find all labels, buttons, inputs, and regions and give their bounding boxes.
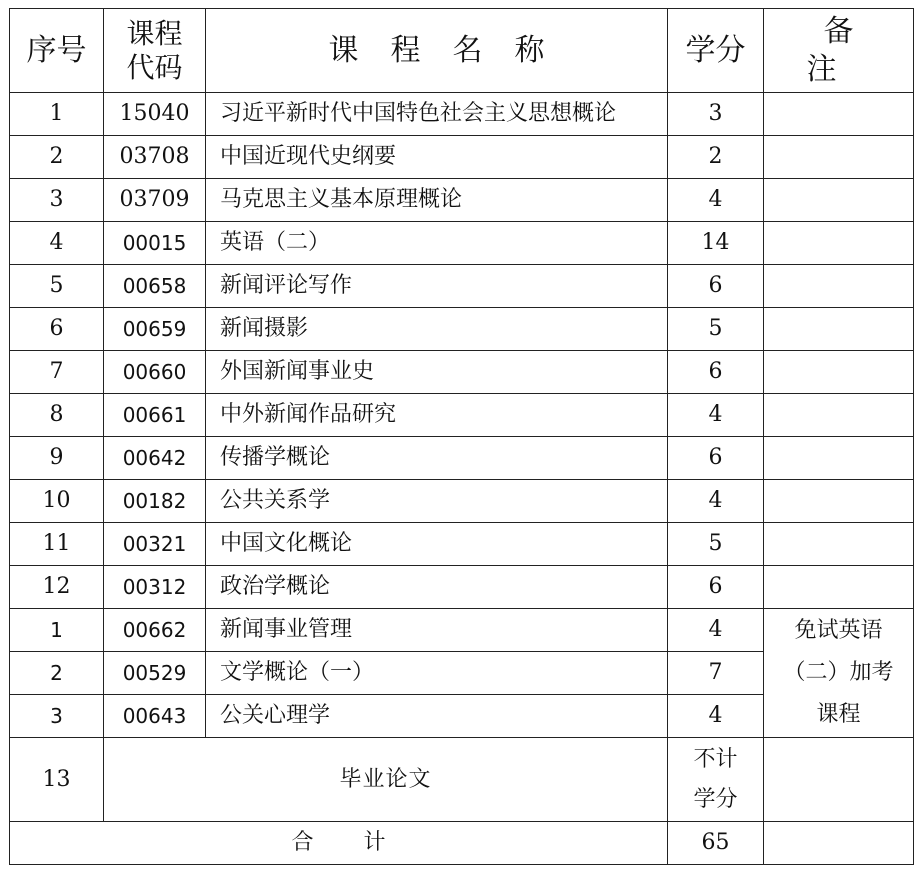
row-course-name: 公共关系学 [206,480,668,523]
row-course-name: 马克思主义基本原理概论 [206,179,668,222]
row-course-code: 00658 [104,265,206,308]
row-note [764,566,914,609]
row-course-code: 03708 [104,136,206,179]
row-index: 1 [10,93,104,136]
thesis-name: 毕业论文 [104,738,668,822]
thesis-credit [668,738,764,822]
row-credit: 6 [668,265,764,308]
total-note [764,822,914,865]
row-course-name: 中外新闻作品研究 [206,394,668,437]
table-row [10,222,914,265]
row-credit: 6 [668,437,764,480]
row-note [764,480,914,523]
row-credit: 3 [668,93,764,136]
row-note [764,179,914,222]
extra-row-course-code: 00529 [104,652,206,695]
header-note: 备注 [764,9,914,93]
table-row [10,523,914,566]
extra-row-credit: 7 [668,652,764,695]
row-index: 6 [10,308,104,351]
thesis-credit-line: 不计 [693,746,738,772]
extra-row-course-name: 文学概论（一） [206,652,668,695]
extra-course-note-line: 课程 [816,702,861,727]
row-index: 7 [10,351,104,394]
thesis-index: 13 [10,738,104,822]
row-course-name: 外国新闻事业史 [206,351,668,394]
thesis-row [10,738,914,822]
row-note [764,93,914,136]
row-index: 3 [10,179,104,222]
row-note [764,222,914,265]
extra-row-course-code: 00662 [104,609,206,652]
extra-row-index: 3 [10,695,104,738]
row-index: 10 [10,480,104,523]
row-credit: 4 [668,394,764,437]
row-course-code: 00182 [104,480,206,523]
table-row [10,566,914,609]
table-row [10,93,914,136]
table-row [10,308,914,351]
row-credit: 2 [668,136,764,179]
extra-row-course-name: 公关心理学 [206,695,668,738]
row-course-code: 00660 [104,351,206,394]
row-index: 4 [10,222,104,265]
row-note [764,437,914,480]
row-note [764,136,914,179]
header-credit: 学分 [668,9,764,93]
row-note [764,308,914,351]
total-label: 合计 [10,822,668,865]
total-credit: 65 [668,822,764,865]
row-course-code: 00659 [104,308,206,351]
table-row [10,136,914,179]
row-course-name: 政治学概论 [206,566,668,609]
row-index: 5 [10,265,104,308]
extra-course-row [10,609,914,652]
row-course-code: 00661 [104,394,206,437]
row-course-name: 新闻摄影 [206,308,668,351]
table-row [10,437,914,480]
row-credit: 6 [668,566,764,609]
table-row [10,265,914,308]
header-course-name: 课程名称 [206,9,668,93]
row-index: 9 [10,437,104,480]
row-course-code: 15040 [104,93,206,136]
extra-course-note-line: （二）加考 [783,660,894,685]
row-credit: 6 [668,351,764,394]
row-credit: 4 [668,179,764,222]
row-course-code: 00642 [104,437,206,480]
row-course-code: 00321 [104,523,206,566]
header-row [10,9,914,93]
row-course-name: 中国近现代史纲要 [206,136,668,179]
row-note [764,523,914,566]
row-credit: 4 [668,480,764,523]
row-course-name: 习近平新时代中国特色社会主义思想概论 [206,93,668,136]
row-note [764,394,914,437]
row-index: 12 [10,566,104,609]
extra-row-credit: 4 [668,695,764,738]
row-credit: 5 [668,308,764,351]
header-code-line1: 课程 [126,16,183,50]
table-row [10,394,914,437]
extra-row-index: 2 [10,652,104,695]
extra-row-course-code: 00643 [104,695,206,738]
table-row [10,179,914,222]
table-row [10,480,914,523]
extra-course-note-line: 免试英语 [794,618,883,643]
extra-row-course-name: 新闻事业管理 [206,609,668,652]
row-note [764,265,914,308]
extra-row-credit: 4 [668,609,764,652]
row-index: 2 [10,136,104,179]
row-credit: 14 [668,222,764,265]
thesis-note [764,738,914,822]
row-course-name: 新闻评论写作 [206,265,668,308]
course-table [9,8,914,865]
row-course-name: 传播学概论 [206,437,668,480]
row-course-name: 中国文化概论 [206,523,668,566]
row-index: 8 [10,394,104,437]
row-credit: 5 [668,523,764,566]
row-course-code: 00312 [104,566,206,609]
header-code-line2: 代码 [126,50,183,84]
thesis-credit-line: 学分 [693,786,738,812]
header-code [104,9,206,93]
row-index: 11 [10,523,104,566]
extra-row-index: 1 [10,609,104,652]
table-row [10,351,914,394]
table-body [10,93,914,865]
extra-course-note [764,609,914,738]
row-course-code: 00015 [104,222,206,265]
row-course-name: 英语（二） [206,222,668,265]
row-note [764,351,914,394]
header-index: 序号 [10,9,104,93]
row-course-code: 03709 [104,179,206,222]
total-row [10,822,914,865]
